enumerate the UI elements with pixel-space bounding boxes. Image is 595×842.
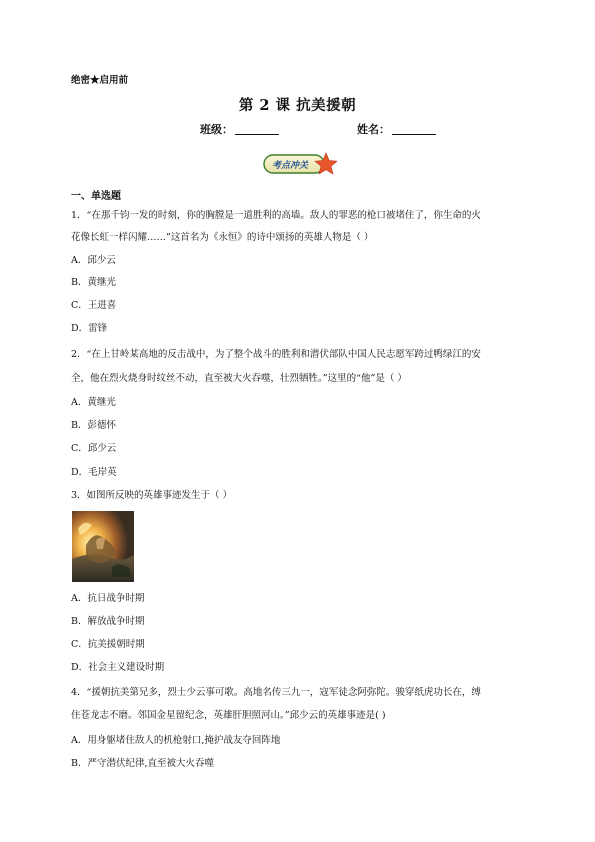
secret-label: 绝密★启用前	[71, 75, 129, 86]
question-1-line-1: 1．“在那千钧一发的时刻，你的胸膛是一道胜利的高墙。敌人的罪恶的枪口被堵住了，你生命的火	[71, 210, 481, 221]
badge-logo	[263, 152, 337, 176]
question-2-line-2: 全，他在烈火烧身时纹丝不动，直至被大火吞噬，壮烈牺牲。”这里的“他”是（ ）	[71, 373, 407, 384]
q1-option-c: C．王进喜	[71, 300, 117, 311]
class-field	[200, 121, 279, 137]
q3-option-d: D．社会主义建设时期	[71, 662, 165, 673]
page-title: 第 2 课 抗美援朝	[238, 97, 357, 114]
question-3-line-1: 3．如图所反映的英雄事迹发生于（ ）	[71, 490, 233, 501]
q2-option-d: D．毛岸英	[71, 467, 117, 478]
q2-option-c: C．邱少云	[71, 443, 117, 454]
class-blank	[235, 123, 279, 135]
q4-option-a: A．用身躯堵住敌人的机枪射口,掩护战友夺回阵地	[71, 735, 281, 746]
question-2-line-1: 2．“在上甘岭某高地的反击战中，为了整个战斗的胜利和潜伏部队中国人民志愿军跨过鸭绿江的安	[71, 349, 481, 360]
question-4-line-2: 住苍龙志不磨。邻国金星留纪念，英雄肝胆照河山。”邱少云的英雄事迹是( )	[71, 710, 386, 721]
question-1-line-2: 花像长虹一样闪耀……”这首名为《永恒》的诗中颂扬的英雄人物是（ ）	[71, 232, 374, 243]
q3-option-a: A．抗日战争时期	[71, 593, 145, 604]
q1-option-a: A．邱少云	[71, 255, 116, 266]
q4-option-b: B．严守潜伏纪律,直至被大火吞噬	[71, 758, 215, 769]
hero-painting-image	[72, 511, 134, 582]
q3-option-b: B．解放战争时期	[71, 616, 145, 627]
section-title: 一、单选题	[71, 191, 121, 202]
q1-option-b: B．黄继光	[71, 277, 116, 288]
question-4-line-1: 4．“援朝抗美第兄多，烈士少云事可歌。高地名传三九一，寇军徒念阿弥陀。骏穿纸虎功长在，缚	[71, 687, 481, 698]
badge-text: 考点冲关	[271, 161, 309, 171]
q3-option-c: C．抗美援朝时期	[71, 639, 145, 650]
name-blank	[392, 123, 436, 135]
q1-option-d: D．雷锋	[71, 323, 108, 334]
class-label: 班级：	[200, 123, 233, 136]
name-label: 姓名：	[357, 123, 390, 136]
q2-option-a: A．黄继光	[71, 397, 116, 408]
q2-option-b: B．彭德怀	[71, 420, 116, 431]
name-field	[357, 121, 436, 137]
